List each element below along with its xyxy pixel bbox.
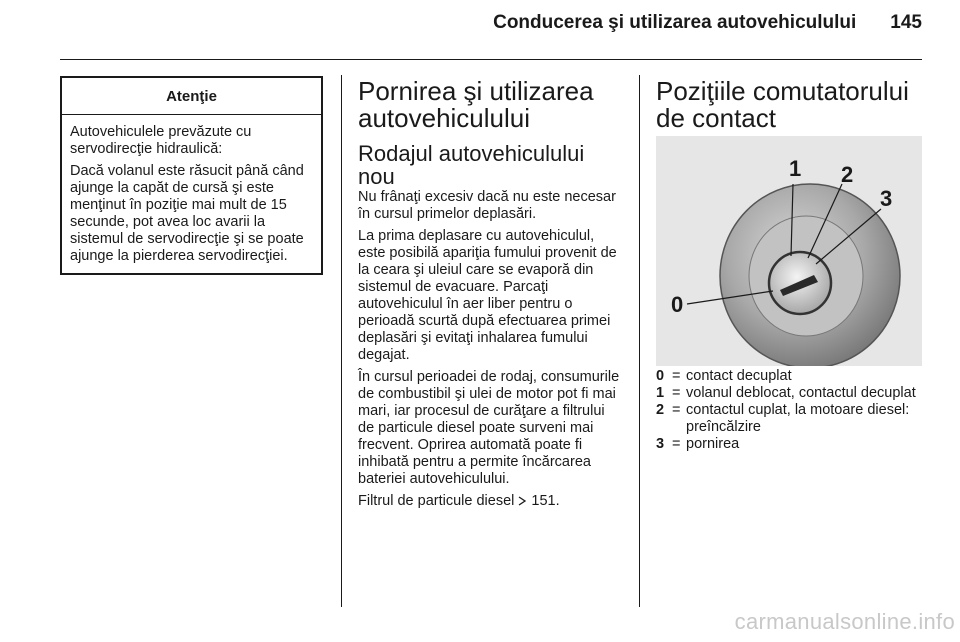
legend-key: 3: [656, 436, 665, 452]
section-title: Poziţiile comutatorului de contact: [656, 76, 909, 133]
ignition-switch-illustration: [656, 136, 922, 366]
warning-box: [60, 76, 323, 275]
legend-item: [656, 436, 922, 453]
page-header: [0, 12, 922, 34]
position-label-0: 0: [671, 292, 684, 317]
legend-text: contactul cuplat, la motoare diesel: preîncălzire: [686, 402, 910, 435]
position-legend: [656, 368, 922, 453]
body-paragraph: În cursul perioadei de rodaj, consumurile de combustibil şi ulei de motor pot fi mai mari, iar procesul de curăţare a filtrului de particule diesel poate surveni mai frecvent. Oprirea automată poate fi inhibată pentru a permite încărcarea bateriei autovehiculului.: [358, 369, 620, 487]
watermark: carmanualsonline.info: [734, 609, 955, 634]
cross-reference[interactable]: [358, 493, 624, 510]
page-reference-arrow-icon: [518, 496, 527, 506]
position-label-3: 3: [880, 186, 893, 211]
cross-reference-text: Filtrul de particule diesel: [358, 493, 515, 509]
right-column: [656, 76, 922, 453]
column-divider: [341, 75, 342, 607]
header-rule: [60, 59, 922, 60]
warning-heading: Atenţie: [62, 78, 321, 115]
legend-key: 1: [656, 385, 665, 401]
warning-paragraph: Autovehiculele prevăzute cu servodirecţie hidraulică:: [70, 124, 252, 157]
position-label-2: 2: [841, 162, 854, 187]
section-subtitle: Rodajul autovehiculului nou: [358, 141, 585, 189]
legend-equals: =: [672, 402, 681, 418]
legend-equals: =: [672, 436, 681, 452]
section-body: [358, 189, 624, 510]
middle-column: [358, 76, 624, 515]
legend-text: volanul deblocat, contactul decuplat: [686, 385, 916, 401]
column-divider: [639, 75, 640, 607]
page-number: 145: [890, 12, 922, 33]
body-paragraph: La prima deplasare cu autovehiculul, este posibilă apariţia fumului provenit de la ceara şi uleiul care se evaporă din sistemul de evacuare. Parcaţi autovehiculul în aer liber pentru o perioadă scurtă după efectuarea primei deplasări şi evitaţi inhalarea fumului degajat.: [358, 228, 617, 363]
legend-key: 0: [656, 368, 665, 384]
legend-item: [656, 368, 922, 385]
legend-item: [656, 402, 922, 436]
legend-text: pornirea: [686, 436, 740, 452]
section-title: Pornirea şi utilizarea autovehiculului: [358, 76, 594, 133]
legend-item: [656, 385, 922, 402]
legend-equals: =: [672, 368, 681, 384]
legend-text: contact decuplat: [686, 368, 792, 384]
left-column: [60, 76, 323, 275]
legend-key: 2: [656, 402, 665, 418]
body-paragraph: Nu frânaţi excesiv dacă nu este necesar în cursul primelor deplasări.: [358, 189, 616, 222]
warning-body: [62, 115, 321, 273]
legend-equals: =: [672, 385, 681, 401]
position-label-1: 1: [789, 156, 802, 181]
running-title: Conducerea şi utilizarea autovehiculului: [493, 12, 857, 33]
cross-reference-page: 151.: [531, 493, 560, 509]
warning-paragraph: Dacă volanul este răsucit până când ajunge la capăt de cursă şi este menţinut în poziţie mai mult de 15 secunde, pot avea loc avarii la sistemul de servodirecţie şi se poate ajunge la pierderea servodirecţiei.: [70, 163, 304, 264]
